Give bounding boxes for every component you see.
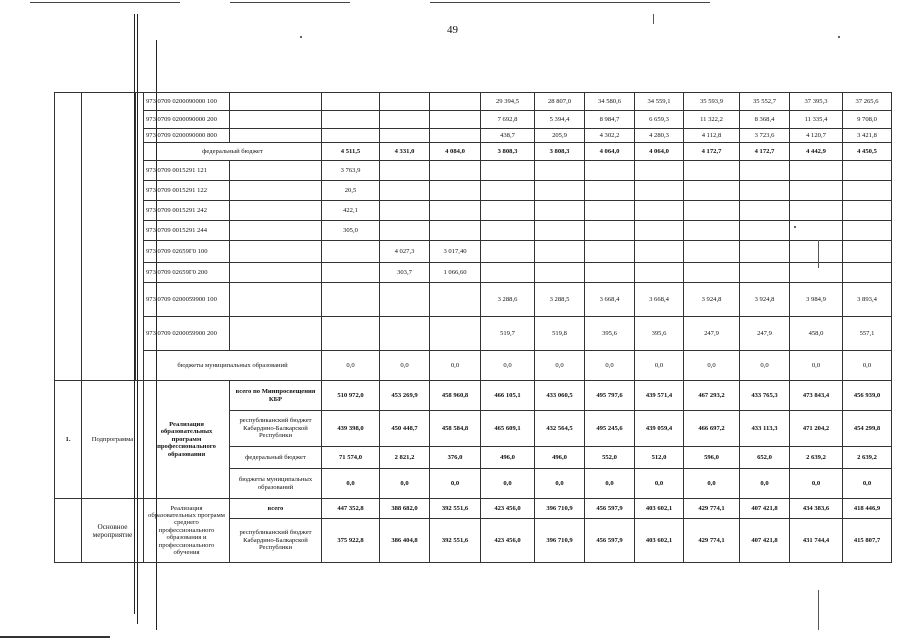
value-cell: 34 580,6	[585, 93, 635, 111]
value-cell: 3 723,6	[740, 129, 790, 143]
value-cell: 456 597,9	[585, 519, 635, 563]
value-cell: 1 066,60	[430, 263, 481, 283]
value-cell	[843, 241, 892, 263]
number-cell	[55, 93, 82, 381]
value-cell: 8 368,4	[740, 111, 790, 129]
value-cell	[380, 111, 430, 129]
value-cell: 422,1	[322, 201, 380, 221]
value-cell	[481, 241, 535, 263]
value-cell: 431 744,4	[790, 519, 843, 563]
value-cell: 429 774,1	[684, 519, 740, 563]
value-cell	[790, 161, 843, 181]
value-cell: 471 204,2	[790, 411, 843, 447]
value-cell	[635, 241, 684, 263]
value-cell	[740, 221, 790, 241]
value-cell: 4 511,5	[322, 143, 380, 161]
value-cell: 403 602,1	[635, 519, 684, 563]
value-cell: 2 639,2	[843, 447, 892, 469]
value-cell: 37 395,3	[790, 93, 843, 111]
value-cell: 34 559,1	[635, 93, 684, 111]
table-row	[55, 221, 892, 241]
value-cell	[535, 201, 585, 221]
value-cell: 392 551,6	[430, 499, 481, 519]
value-cell: 4 064,0	[635, 143, 684, 161]
value-cell: 35 552,7	[740, 93, 790, 111]
value-cell: 388 682,0	[380, 499, 430, 519]
value-cell: 8 984,7	[585, 111, 635, 129]
value-cell	[790, 201, 843, 221]
value-cell: 0,0	[322, 351, 380, 381]
value-cell	[430, 111, 481, 129]
value-cell: 432 564,5	[535, 411, 585, 447]
value-cell: 519,8	[535, 317, 585, 351]
scan-speck	[794, 226, 796, 228]
value-cell: 418 446,9	[843, 499, 892, 519]
table-row	[55, 111, 892, 129]
value-cell: 35 593,9	[684, 93, 740, 111]
subprogram-number: 1.	[55, 381, 82, 499]
value-cell	[322, 111, 380, 129]
value-cell: 496,0	[481, 447, 535, 469]
value-cell: 429 774,1	[684, 499, 740, 519]
subprogram-name: Реализация образовательных программ профессионального образования	[144, 381, 230, 499]
value-cell: 652,0	[740, 447, 790, 469]
value-cell	[635, 263, 684, 283]
value-cell	[740, 241, 790, 263]
value-cell: 465 609,1	[481, 411, 535, 447]
value-cell: 519,7	[481, 317, 535, 351]
value-cell	[535, 161, 585, 181]
value-cell: 4 442,9	[790, 143, 843, 161]
table-row	[55, 241, 892, 263]
value-cell: 392 551,6	[430, 519, 481, 563]
value-cell: 3 984,9	[790, 283, 843, 317]
source-cell	[230, 241, 322, 263]
spacer-cell	[136, 93, 144, 381]
budget-code-cell: 973 0709 0200090000 100	[144, 93, 230, 111]
value-cell: 512,0	[635, 447, 684, 469]
value-cell	[380, 317, 430, 351]
value-cell	[380, 221, 430, 241]
value-cell: 423 456,0	[481, 499, 535, 519]
source-cell	[230, 263, 322, 283]
value-cell: 4 064,0	[585, 143, 635, 161]
main-event-type: Основное мероприятие	[82, 499, 144, 563]
value-cell: 3 421,8	[843, 129, 892, 143]
value-cell	[684, 201, 740, 221]
value-cell	[740, 201, 790, 221]
value-cell	[585, 221, 635, 241]
value-cell: 403 602,1	[635, 499, 684, 519]
type-cell	[82, 93, 136, 381]
value-cell: 3 924,8	[740, 283, 790, 317]
value-cell: 0,0	[635, 351, 684, 381]
value-cell: 28 807,0	[535, 93, 585, 111]
budget-code-cell: 973 0709 02659Г0 100	[144, 241, 230, 263]
value-cell	[322, 283, 380, 317]
value-cell: 20,5	[322, 181, 380, 201]
value-cell: 439 059,4	[635, 411, 684, 447]
value-cell	[535, 181, 585, 201]
value-cell: 0,0	[481, 469, 535, 499]
value-cell: 0,0	[535, 351, 585, 381]
value-cell	[380, 283, 430, 317]
value-cell	[585, 201, 635, 221]
subprogram-row	[55, 381, 892, 411]
scan-top-line	[430, 2, 710, 3]
value-cell	[740, 181, 790, 201]
source-cell	[230, 129, 322, 143]
value-cell	[635, 181, 684, 201]
value-cell: 4 172,7	[684, 143, 740, 161]
source-cell	[230, 283, 322, 317]
value-cell: 439 398,0	[322, 411, 380, 447]
value-cell	[684, 241, 740, 263]
value-cell: 5 394,4	[535, 111, 585, 129]
table-row	[55, 143, 892, 161]
value-cell: 3 668,4	[585, 283, 635, 317]
value-cell	[585, 263, 635, 283]
scan-speck	[838, 36, 840, 38]
value-cell	[535, 263, 585, 283]
budget-code-cell: 973 0709 0200059900 100	[144, 283, 230, 317]
value-cell: 2 639,2	[790, 447, 843, 469]
value-cell: 3 763,9	[322, 161, 380, 181]
value-cell	[684, 263, 740, 283]
scan-top-line	[30, 2, 180, 3]
source-cell	[230, 221, 322, 241]
budget-code-cell: 973 0709 02659Г0 200	[144, 263, 230, 283]
value-cell: 439 571,4	[635, 381, 684, 411]
value-cell: 4 450,5	[843, 143, 892, 161]
scan-mark	[818, 240, 819, 268]
value-cell: 0,0	[535, 469, 585, 499]
value-cell	[481, 221, 535, 241]
value-cell	[430, 221, 481, 241]
value-cell: 415 807,7	[843, 519, 892, 563]
value-cell	[635, 201, 684, 221]
value-cell: 0,0	[322, 469, 380, 499]
value-cell: 0,0	[843, 469, 892, 499]
value-cell: 407 421,8	[740, 499, 790, 519]
value-cell	[380, 161, 430, 181]
value-cell: 0,0	[481, 351, 535, 381]
value-cell: 458 960,8	[430, 381, 481, 411]
value-cell	[380, 93, 430, 111]
value-cell	[740, 161, 790, 181]
value-cell: 0,0	[684, 351, 740, 381]
value-cell: 0,0	[380, 469, 430, 499]
value-cell	[481, 263, 535, 283]
main-event-number	[55, 499, 82, 563]
value-cell: 205,9	[535, 129, 585, 143]
source-cell	[230, 317, 322, 351]
value-cell	[430, 93, 481, 111]
value-cell: 466 697,2	[684, 411, 740, 447]
budget-code-cell: 973 0709 0200090000 800	[144, 129, 230, 143]
source-cell: бюджеты муниципальных образований	[230, 469, 322, 499]
value-cell	[790, 241, 843, 263]
value-cell: 0,0	[380, 351, 430, 381]
value-cell: 0,0	[585, 351, 635, 381]
table-row	[55, 283, 892, 317]
value-cell: 434 383,6	[790, 499, 843, 519]
value-cell: 496,0	[535, 447, 585, 469]
value-cell	[843, 221, 892, 241]
value-cell	[740, 263, 790, 283]
value-cell: 495 245,6	[585, 411, 635, 447]
value-cell: 9 708,0	[843, 111, 892, 129]
value-cell: 386 404,8	[380, 519, 430, 563]
value-cell	[635, 161, 684, 181]
subprogram-type: Подпрограмма	[82, 381, 144, 499]
budget-code-cell: 973 0709 0015291 244	[144, 221, 230, 241]
value-cell: 0,0	[684, 469, 740, 499]
value-cell: 557,1	[843, 317, 892, 351]
source-cell: федеральный бюджет	[230, 447, 322, 469]
table-row	[55, 181, 892, 201]
value-cell: 0,0	[585, 469, 635, 499]
value-cell: 37 265,6	[843, 93, 892, 111]
scan-mark	[653, 14, 654, 24]
table-row	[55, 129, 892, 143]
value-cell: 433 060,5	[535, 381, 585, 411]
source-cell	[230, 201, 322, 221]
value-cell: 450 448,7	[380, 411, 430, 447]
value-cell: 495 797,6	[585, 381, 635, 411]
budget-code-cell: 973 0709 0200090000 200	[144, 111, 230, 129]
value-cell: 423 456,0	[481, 519, 535, 563]
value-cell: 4 331,0	[380, 143, 430, 161]
value-cell: 3 017,40	[430, 241, 481, 263]
value-cell	[481, 181, 535, 201]
scan-top-line	[230, 2, 350, 3]
value-cell	[684, 181, 740, 201]
value-cell	[430, 317, 481, 351]
value-cell: 396 710,9	[535, 499, 585, 519]
table-row	[55, 161, 892, 181]
value-cell: 3 668,4	[635, 283, 684, 317]
value-cell: 247,9	[740, 317, 790, 351]
value-cell: 0,0	[430, 469, 481, 499]
value-cell: 4 120,7	[790, 129, 843, 143]
value-cell	[535, 221, 585, 241]
value-cell: 376,0	[430, 447, 481, 469]
source-cell: всего	[230, 499, 322, 519]
value-cell: 466 105,1	[481, 381, 535, 411]
value-cell	[380, 129, 430, 143]
value-cell: 453 269,9	[380, 381, 430, 411]
value-cell: 29 394,5	[481, 93, 535, 111]
budget-code-cell: 973 0709 0015291 121	[144, 161, 230, 181]
table-row	[55, 201, 892, 221]
value-cell	[322, 93, 380, 111]
table-row	[55, 93, 892, 111]
table-row	[55, 263, 892, 283]
value-cell: 3 893,4	[843, 283, 892, 317]
value-cell	[481, 161, 535, 181]
main-event-name: Реализация образовательных программ среднего профессионального образования и профессионального обучения	[144, 499, 230, 563]
value-cell: 3 924,8	[684, 283, 740, 317]
value-cell: 0,0	[790, 469, 843, 499]
value-cell	[322, 241, 380, 263]
value-cell: 6 659,3	[635, 111, 684, 129]
value-cell	[843, 263, 892, 283]
value-cell: 473 843,4	[790, 381, 843, 411]
value-cell: 438,7	[481, 129, 535, 143]
budget-code-cell: 973 0709 0015291 242	[144, 201, 230, 221]
value-cell: 0,0	[740, 351, 790, 381]
scan-mark	[818, 590, 819, 630]
value-cell	[481, 201, 535, 221]
source-cell: всего по Минпросвещения КБР	[230, 381, 322, 411]
value-cell	[843, 181, 892, 201]
value-cell: 454 299,8	[843, 411, 892, 447]
value-cell: 596,0	[684, 447, 740, 469]
name-cell: бюджеты муниципальных образований	[144, 351, 322, 381]
value-cell: 396 710,9	[535, 519, 585, 563]
source-cell	[230, 111, 322, 129]
scan-bottom-line	[0, 636, 110, 638]
page-number: 49	[447, 24, 458, 36]
value-cell: 305,0	[322, 221, 380, 241]
value-cell: 458,0	[790, 317, 843, 351]
value-cell: 0,0	[635, 469, 684, 499]
value-cell: 433 113,3	[740, 411, 790, 447]
value-cell: 247,9	[684, 317, 740, 351]
value-cell: 2 821,2	[380, 447, 430, 469]
value-cell: 303,7	[380, 263, 430, 283]
value-cell	[843, 161, 892, 181]
value-cell: 4 027,3	[380, 241, 430, 263]
value-cell: 467 293,2	[684, 381, 740, 411]
value-cell	[585, 181, 635, 201]
value-cell	[380, 181, 430, 201]
source-cell: республиканский бюджет Кабардино-Балкарской Республики	[230, 411, 322, 447]
value-cell	[430, 201, 481, 221]
value-cell: 395,6	[635, 317, 684, 351]
value-cell: 458 584,8	[430, 411, 481, 447]
main-event-row	[55, 499, 892, 519]
value-cell: 3 288,6	[481, 283, 535, 317]
value-cell	[535, 241, 585, 263]
value-cell: 7 692,8	[481, 111, 535, 129]
scan-speck	[300, 36, 302, 38]
budget-code-cell: 973 0709 0200059900 200	[144, 317, 230, 351]
value-cell	[430, 129, 481, 143]
value-cell: 395,6	[585, 317, 635, 351]
value-cell	[635, 221, 684, 241]
value-cell	[322, 129, 380, 143]
value-cell	[790, 221, 843, 241]
value-cell: 11 335,4	[790, 111, 843, 129]
value-cell: 447 352,8	[322, 499, 380, 519]
value-cell: 4 084,0	[430, 143, 481, 161]
value-cell: 456 939,0	[843, 381, 892, 411]
value-cell: 0,0	[790, 351, 843, 381]
value-cell	[430, 181, 481, 201]
table-row	[55, 351, 892, 381]
source-cell	[230, 181, 322, 201]
value-cell: 4 172,7	[740, 143, 790, 161]
budget-code-cell: 973 0709 0015291 122	[144, 181, 230, 201]
value-cell	[843, 201, 892, 221]
value-cell	[380, 201, 430, 221]
source-cell	[230, 161, 322, 181]
name-cell: федеральный бюджет	[144, 143, 322, 161]
value-cell: 407 421,8	[740, 519, 790, 563]
value-cell	[322, 263, 380, 283]
value-cell: 3 808,3	[481, 143, 535, 161]
value-cell: 433 765,3	[740, 381, 790, 411]
table-row	[55, 317, 892, 351]
value-cell	[585, 161, 635, 181]
value-cell	[684, 221, 740, 241]
value-cell	[430, 161, 481, 181]
value-cell: 3 288,5	[535, 283, 585, 317]
value-cell: 0,0	[430, 351, 481, 381]
source-cell: республиканский бюджет Кабардино-Балкарской Республики	[230, 519, 322, 563]
value-cell: 71 574,0	[322, 447, 380, 469]
budget-table	[54, 92, 892, 563]
value-cell: 3 808,3	[535, 143, 585, 161]
value-cell	[322, 317, 380, 351]
value-cell: 4 112,8	[684, 129, 740, 143]
value-cell	[684, 161, 740, 181]
value-cell	[585, 241, 635, 263]
source-cell	[230, 93, 322, 111]
value-cell: 11 322,2	[684, 111, 740, 129]
value-cell: 0,0	[843, 351, 892, 381]
value-cell: 4 302,2	[585, 129, 635, 143]
value-cell: 552,0	[585, 447, 635, 469]
value-cell: 375 922,8	[322, 519, 380, 563]
value-cell: 0,0	[740, 469, 790, 499]
value-cell: 456 597,9	[585, 499, 635, 519]
value-cell	[430, 283, 481, 317]
value-cell	[790, 181, 843, 201]
value-cell	[790, 263, 843, 283]
value-cell: 510 972,0	[322, 381, 380, 411]
value-cell: 4 280,3	[635, 129, 684, 143]
